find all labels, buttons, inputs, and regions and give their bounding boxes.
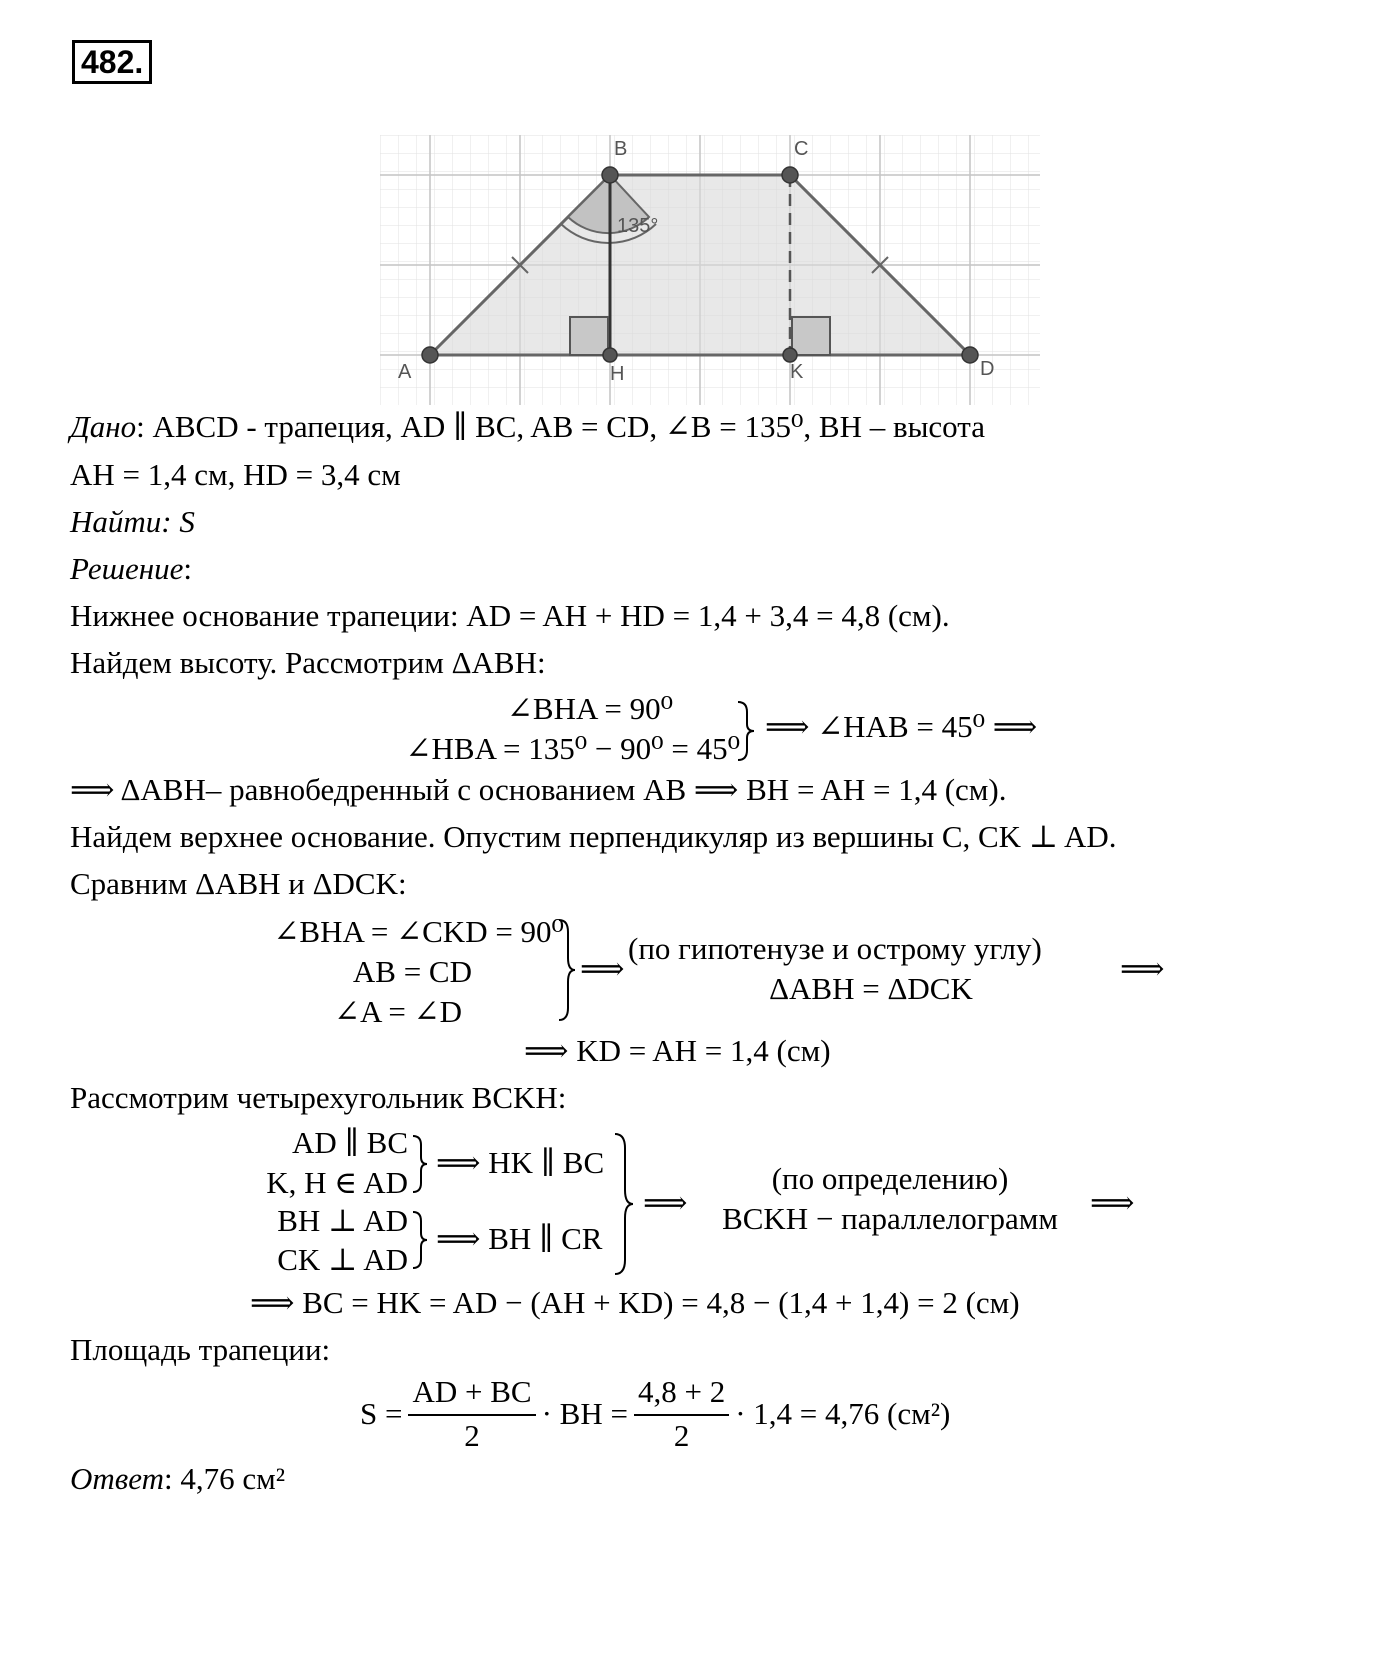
answer-line — [70, 1460, 285, 1498]
label-b: B — [614, 138, 628, 160]
label-d: D — [980, 358, 995, 380]
given-line-2: AH = 1,4 см, HD = 3,4 см — [70, 457, 401, 492]
system3-line-d: CK ⊥ AD — [277, 1242, 408, 1277]
system3-conclusion: BCKH − параллелограмм — [722, 1201, 1058, 1236]
step-find-height: Найдем высоту. Рассмотрим ΔABH: — [70, 645, 546, 680]
area-lhs: S = — [360, 1396, 403, 1431]
system2-implies-2: ⟹ — [1120, 951, 1165, 986]
system3-result-2: ⟹ BH ∥ CR — [436, 1221, 603, 1256]
answer-value: : 4,76 см² — [163, 1461, 286, 1496]
solution-heading: Решение: — [70, 551, 192, 586]
area-rhs: · 1,4 = 4,76 (см²) — [735, 1396, 951, 1431]
system3-line-c: BH ⊥ AD — [277, 1203, 408, 1238]
system3-line-b: K, H ∈ AD — [266, 1165, 408, 1200]
point-k — [783, 348, 797, 362]
system2-reason: (по гипотенузе и острому углу) — [628, 931, 1042, 966]
step-upper-base: Найдем верхнее основание. Опустим перпендикуляр из вершины C, CK ⊥ AD. — [70, 819, 1117, 854]
area-fraction-2: $\frac{4,8 + 2}{2}$ — [634, 1372, 729, 1456]
system1-line-a: ∠BHA = 90⁰ — [506, 691, 674, 726]
system2-conclusion: ΔABH = ΔDCK — [769, 971, 973, 1006]
label-k: K — [790, 361, 804, 383]
step-compare: Сравним ΔABH и ΔDCK: — [70, 866, 407, 901]
area-mid: · BH = — [541, 1396, 628, 1431]
answer-label: Ответ — [70, 1461, 164, 1496]
point-b — [602, 167, 618, 183]
system3-result-1: ⟹ HK ∥ BC — [436, 1145, 605, 1180]
right-angle-h — [570, 317, 608, 355]
system3-line-a: AD ∥ BC — [292, 1125, 408, 1160]
system2-line-b: AB = CD — [352, 954, 472, 989]
point-a — [422, 347, 438, 363]
problem-number: 482. — [72, 40, 152, 84]
step-kd: ⟹ KD = AH = 1,4 (см) — [524, 1033, 831, 1068]
given-label: Дано — [70, 409, 137, 444]
step-bc: ⟹ BC = HK = AD − (AH + KD) = 4,8 − (1,4 + 1,4) = 2 (см) — [250, 1285, 1020, 1320]
step-isosceles: ⟹ ΔABH– равнобедренный с основанием AB ⟹ BH = AH = 1,4 (см). — [70, 772, 1007, 807]
system1-result: ⟹ ∠HAB = 45⁰ ⟹ — [765, 709, 1038, 744]
system2-implies: ⟹ — [580, 951, 625, 986]
area-fraction-1: $\frac{AD + BC}{2}$ — [408, 1372, 535, 1456]
system3-brace-outer — [612, 1132, 636, 1276]
given-line-1 — [70, 408, 985, 446]
system2-line-a: ∠BHA = ∠CKD = 90⁰ — [273, 914, 564, 949]
given-text: : ABCD - трапеция, AD ∥ BC, AB = CD, ∠B = 135⁰, BH – высота — [136, 409, 985, 444]
right-angle-k — [792, 317, 830, 355]
label-h: H — [610, 363, 625, 385]
system2-line-c: ∠A = ∠D — [334, 994, 462, 1029]
point-d — [962, 347, 978, 363]
system1-line-b: ∠HBA = 135⁰ − 90⁰ = 45⁰ — [405, 731, 740, 766]
system3-reason: (по определению) — [771, 1161, 1009, 1196]
label-c: C — [794, 138, 809, 160]
step-quadrilateral: Рассмотрим четырехугольник BCKH: — [70, 1080, 567, 1115]
step-lower-base: Нижнее основание трапеции: AD = AH + HD = 1,4 + 3,4 = 4,8 (см). — [70, 598, 950, 633]
system3-implies-2: ⟹ — [1090, 1185, 1135, 1220]
find-line: Найти: S — [70, 504, 195, 539]
system3-brace-1 — [410, 1134, 430, 1194]
system2-brace — [556, 918, 578, 1022]
point-h — [603, 348, 617, 362]
trapezoid-figure — [380, 135, 1040, 405]
system3-brace-2 — [410, 1210, 430, 1270]
area-formula — [360, 1372, 950, 1456]
step-area-heading: Площадь трапеции: — [70, 1332, 331, 1367]
system3-implies: ⟹ — [643, 1185, 688, 1220]
point-c — [782, 167, 798, 183]
angle-label: 135° — [617, 215, 659, 237]
system1-brace — [735, 700, 757, 762]
label-a: A — [398, 361, 412, 383]
